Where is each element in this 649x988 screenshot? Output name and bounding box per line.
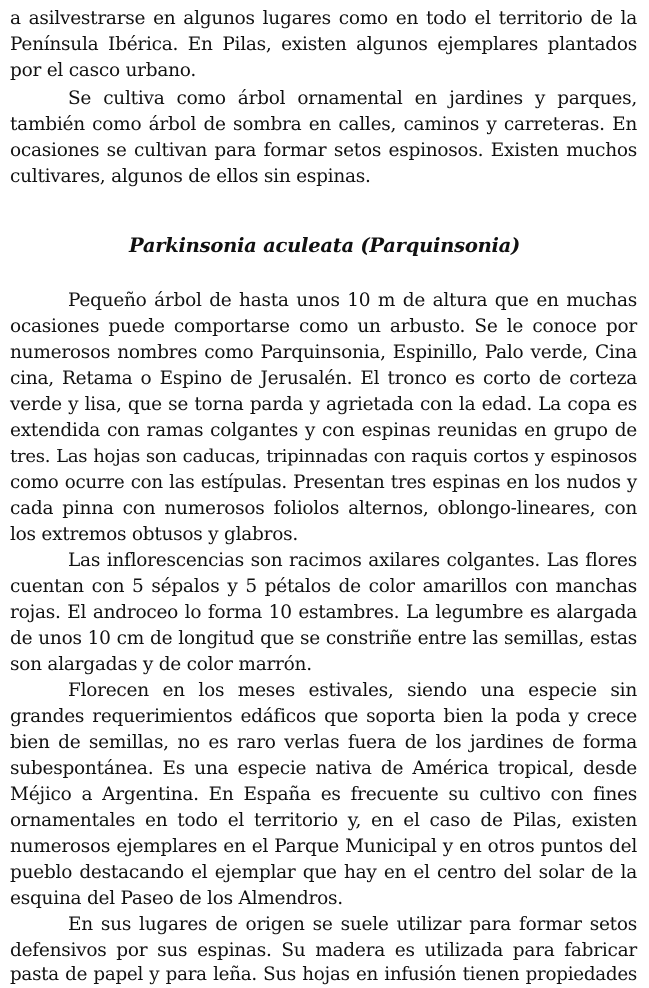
text-line: los extremos obtusos y glabros. (10, 524, 298, 545)
text-line: cada pinna con numerosos foliolos alternos, oblongo-lineares, con (10, 498, 637, 519)
text-line: subespontánea. Es una especie nativa de América tropical, desde (10, 758, 637, 779)
text-line: ocasiones puede comportarse como un arbusto. Se le conoce por (10, 316, 637, 337)
text-line: Las inflorescencias son racimos axilares colgantes. Las flores (68, 550, 637, 571)
text-line: por el casco urbano. (10, 60, 196, 81)
text-line: Florecen en los meses estivales, siendo una especie sin (68, 680, 637, 701)
text-line: cina, Retama o Espino de Jerusalén. El tronco es corto de corteza (10, 368, 637, 389)
text-line: numerosos nombres como Parquinsonia, Espinillo, Palo verde, Cina (10, 342, 637, 363)
text-line: verde y lisa, que se torna parda y agrietada con la edad. La copa es (10, 394, 637, 415)
text-line: Méjico a Argentina. En España es frecuente su cultivo con fines (10, 784, 637, 805)
text-line: rojas. El androceo lo forma 10 estambres. La legumbre es alargada (10, 602, 637, 623)
text-line: En sus lugares de origen se suele utilizar para formar setos (68, 914, 637, 935)
text-line: extendida con ramas colgantes y con espinas reunidas en grupo de (10, 420, 637, 441)
text-line: Se cultiva como árbol ornamental en jardines y parques, (68, 88, 637, 109)
text-line: cuentan con 5 sépalos y 5 pétalos de color amarillos con manchas (10, 576, 637, 597)
text-line: son alargadas y de color marrón. (10, 654, 312, 675)
text-line: numerosos ejemplares en el Parque Municipal y en otros puntos del (10, 836, 637, 857)
text-line: también como árbol de sombra en calles, caminos y carreteras. En (10, 114, 637, 135)
text-line: a asilvestrarse en algunos lugares como en todo el territorio de la (10, 8, 637, 29)
text-line: bien de semillas, no es raro verlas fuera de los jardines de forma (10, 732, 637, 753)
section-title: Parkinsonia aculeata (Parquinsonia) (128, 234, 521, 257)
text-line: Pequeño árbol de hasta unos 10 m de altura que en muchas (68, 290, 637, 311)
text-line: de unos 10 cm de longitud que se constriñe entre las semillas, estas (10, 628, 637, 649)
text-line: pasta de papel y para leña. Sus hojas en infusión tienen propiedades (10, 964, 637, 985)
text-line: esquina del Paseo de los Almendros. (10, 888, 343, 909)
text-line: ocasiones se cultivan para formar setos espinosos. Existen muchos (10, 140, 637, 161)
text-line: pueblo destacando el ejemplar que hay en el centro del solar de la (10, 862, 637, 883)
text-line: ornamentales en todo el territorio y, en el caso de Pilas, existen (10, 810, 637, 831)
text-line: cultivares, algunos de ellos sin espinas. (10, 166, 371, 187)
text-line: grandes requerimientos edáficos que soporta bien la poda y crece (10, 706, 637, 727)
text-line: tres. Las hojas son caducas, tripinnadas con raquis cortos y espinosos (10, 446, 637, 467)
text-line: como ocurre con las estípulas. Presentan tres espinas en los nudos y (10, 472, 637, 493)
text-line: Península Ibérica. En Pilas, existen algunos ejemplares plantados (10, 34, 637, 55)
text-line: defensivos por sus espinas. Su madera es utilizada para fabricar (10, 940, 637, 961)
